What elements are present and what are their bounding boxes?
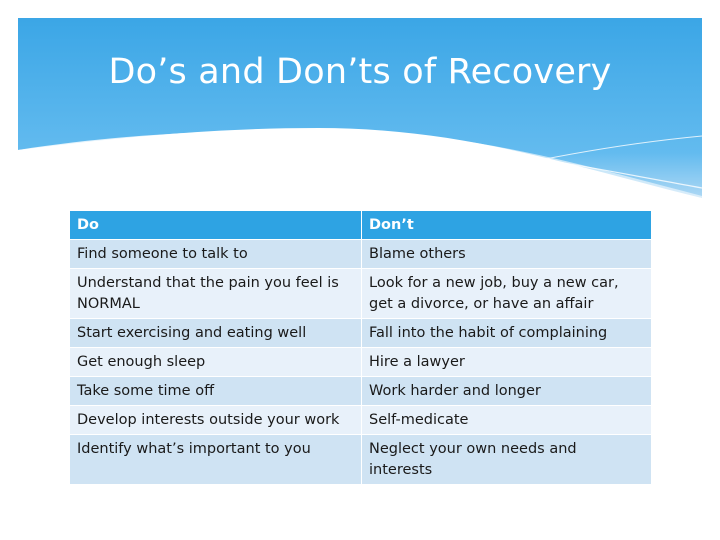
table-row: [70, 377, 652, 406]
table-header-row: [70, 211, 652, 240]
table-row: [70, 435, 652, 485]
table-row: [70, 348, 652, 377]
dos-donts-table: [69, 210, 652, 485]
slide-title: Do’s and Don’ts of Recovery: [108, 52, 612, 92]
dont-cell: Blame others: [362, 240, 652, 269]
table-row: [70, 240, 652, 269]
title-banner: [18, 18, 702, 198]
do-cell: Develop interests outside your work: [70, 406, 362, 435]
do-cell: Identify what’s important to you: [70, 435, 362, 485]
table-row: [70, 406, 652, 435]
do-cell: Find someone to talk to: [70, 240, 362, 269]
header-do: Do: [70, 211, 362, 240]
table-row: [70, 269, 652, 319]
dont-cell: Neglect your own needs and interests: [362, 435, 652, 485]
table-row: [70, 319, 652, 348]
do-cell: Start exercising and eating well: [70, 319, 362, 348]
header-dont: Don’t: [362, 211, 652, 240]
dont-cell: Self-medicate: [362, 406, 652, 435]
do-cell: Understand that the pain you feel is NORMAL: [70, 269, 362, 319]
do-cell: Get enough sleep: [70, 348, 362, 377]
dont-cell: Work harder and longer: [362, 377, 652, 406]
dont-cell: Fall into the habit of complaining: [362, 319, 652, 348]
do-cell: Take some time off: [70, 377, 362, 406]
dont-cell: Look for a new job, buy a new car, get a divorce, or have an affair: [362, 269, 652, 319]
dont-cell: Hire a lawyer: [362, 348, 652, 377]
banner-graphic: [18, 18, 702, 198]
